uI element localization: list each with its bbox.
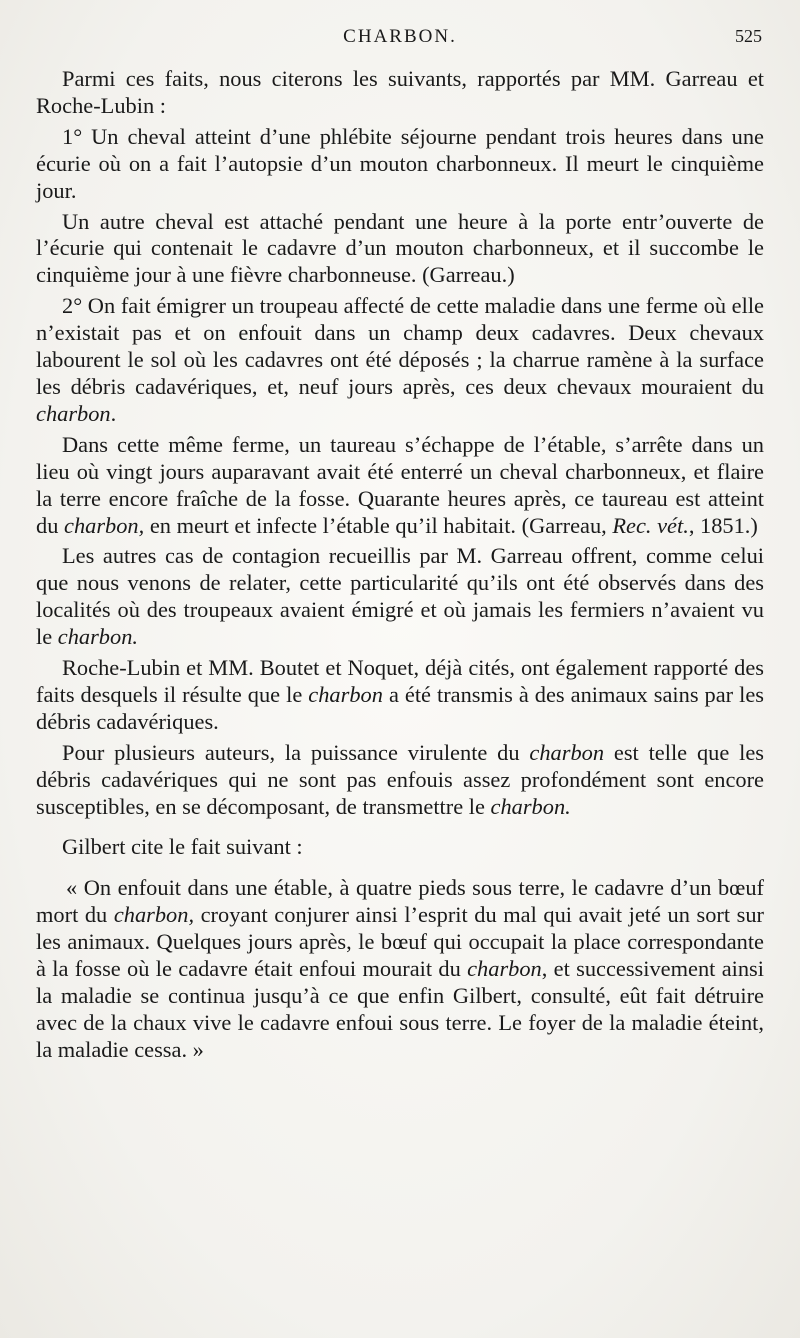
- italic-run: charbon,: [113, 902, 195, 928]
- running-head-title: CHARBON.: [343, 26, 457, 47]
- italic-run: charbon,: [64, 512, 145, 538]
- text-run: Roche-Lubin et MM. Boutet et Noquet, déjà cités, ont également rapporté des faits desquels il résulte que le: [36, 655, 764, 707]
- text-run: en meurt et infecte l’étable qu’il habitait. (Garreau,: [144, 512, 613, 538]
- paragraph-case-1: [36, 124, 764, 205]
- body-text: [36, 66, 764, 1064]
- running-head: [36, 26, 764, 56]
- text-run: « On enfouit dans une étable, à quatre pieds sous terre, le cadavre d’un bœuf mort du: [36, 875, 764, 928]
- text-run: a été transmis à des animaux sains par les débris cadavériques.: [36, 681, 765, 734]
- paragraph-gilbert-quote: [36, 875, 764, 1063]
- text-run: Parmi ces faits, nous citerons les suivants, rapportés par MM. Garreau et Roche-Lubin :: [36, 66, 764, 118]
- italic-run: charbon: [529, 739, 605, 765]
- paragraph-garreau-cases: [36, 543, 764, 651]
- text-run: Un autre cheval est attaché pendant une heure à la porte entr’ouverte de l’écurie qui contenait le cadavre d’un mouton charbonneux, et il succombe le cinquième jour à une fièvre charbonneuse. (Garreau.): [36, 208, 764, 288]
- text-run: croyant conjurer ainsi l’esprit du mal qui avait jeté un sort sur les animaux. Quelques jours après, le bœuf qui occupait la place correspondante à la fosse où le cadavre était enfoui mourait du: [36, 902, 764, 982]
- italic-run: charbon: [308, 681, 383, 707]
- italic-run: charbon: [467, 956, 542, 982]
- text-run: Gilbert cite le fait suivant :: [62, 834, 303, 860]
- italic-run: charbon: [36, 400, 111, 426]
- paragraph-case-1b: [36, 209, 764, 290]
- text-run: Pour plusieurs auteurs, la puissance virulente du: [62, 739, 530, 765]
- text-run: .: [110, 400, 117, 426]
- italic-run: charbon.: [57, 624, 138, 650]
- paragraph-case-2: [36, 293, 764, 428]
- paragraph-authors: [36, 740, 764, 821]
- text-run: Dans cette même ferme, un taureau s’échappe de l’étable, s’arrête dans un lieu où vingt jours auparavant avait été enterré un cheval charbonneux, et flaire la terre encore fraîche de la fosse. Quarante heures après, ce taureau est atteint du: [36, 431, 764, 538]
- page-number: 525: [735, 26, 762, 46]
- text-run: est telle que les débris cadavériques qui ne sont pas enfouis assez profondément sont encore susceptibles, en se décomposant, de transmettre le: [36, 739, 764, 819]
- text-run: , et successivement ainsi la maladie se continua jusqu’à ce que enfin Gilbert, consulté, eût fait détruire avec de la chaux vive le cadavre enfoui sous terre. Le foyer de la maladie éteint, la maladie cessa. »: [36, 956, 764, 1062]
- italic-run: Rec. vét.: [612, 512, 689, 538]
- italic-run: charbon.: [490, 793, 571, 819]
- text-run: , 1851.): [688, 512, 758, 538]
- paragraph-gilbert-lead: [36, 834, 764, 861]
- paragraph-intro: [36, 66, 764, 120]
- text-run: Les autres cas de contagion recueillis par M. Garreau offrent, comme celui que nous venons de relater, cette particularité qu’ils ont été observés dans des localités où des troupeaux avaient émigré et où jamais les fermiers n’avaient vu le: [36, 543, 764, 650]
- text-run: 1° Un cheval atteint d’une phlébite séjourne pendant trois heures dans une écurie où on a fait l’autopsie d’un mouton charbonneux. Il meurt le cinquième jour.: [36, 123, 764, 203]
- paragraph-case-2b: [36, 432, 764, 540]
- text-run: 2° On fait émigrer un troupeau affecté de cette maladie dans une ferme où elle n’existait pas et on enfouit dans un champ deux cadavres. Deux chevaux labourent le sol où les cadavres ont été déposés ; la charrue ramène à la surface les débris cadavériques, et, neuf jours après, ces deux chevaux mouraient du: [36, 293, 764, 399]
- paragraph-roche-lubin: [36, 655, 764, 736]
